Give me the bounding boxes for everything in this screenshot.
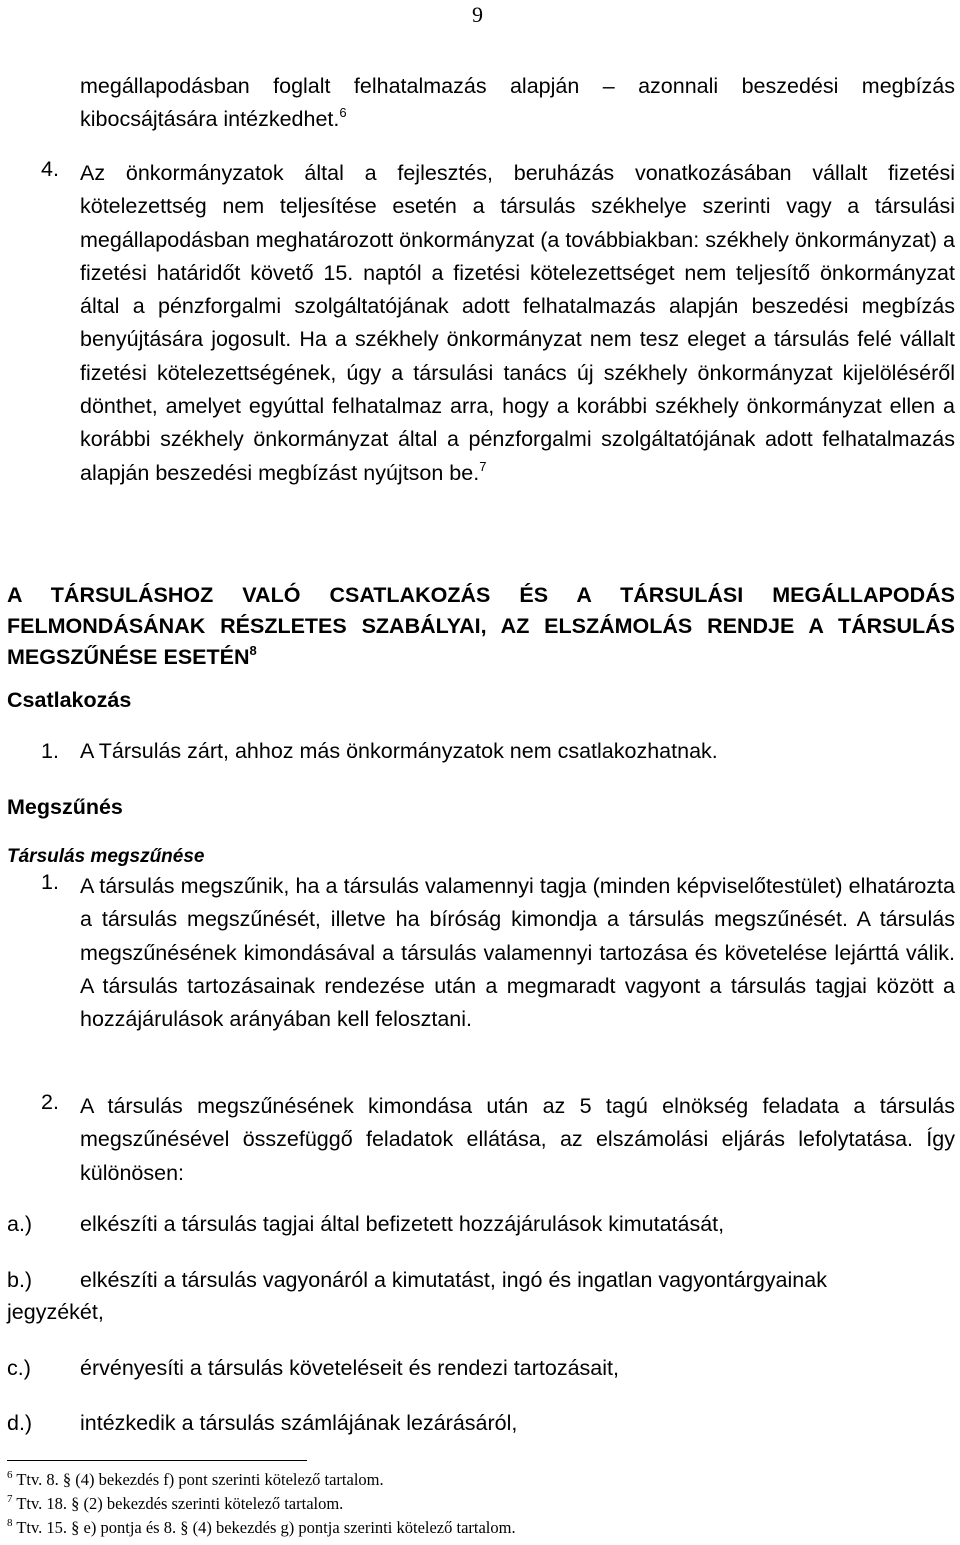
footnote-7-text: Ttv. 18. § (2) bekezdés szerinti kötelező tartalom. [16,1494,344,1513]
footnote-7-number: 7 [7,1493,13,1505]
section-title-csatlakozas: Csatlakozás [7,688,132,712]
footnote-ref-7: 7 [479,458,487,474]
megszunes-item-2-text: A társulás megszűnésének kimondása után az 5 tagú elnökség feladata a társulás megszűnésével összefüggő feladatok ellátása, az elszámolási eljárás lefolytatása. Így különösen: [80,1094,955,1185]
megszunes-item-1-number: 1. [41,870,59,894]
intro-text: megállapodásban foglalt felhatalmazás alapján – azonnali beszedési megbízás kibocsájtására intézkedhet. [80,74,955,132]
footnote-6-text: Ttv. 8. § (4) bekezdés f) pont szerinti kötelező tartalom. [16,1470,384,1489]
csatlakozas-item-1-text: A Társulás zárt, ahhoz más önkormányzatok nem csatlakozhatnak. [80,739,718,763]
list-item-c-text: érvényesíti a társulás követeléseit és rendezi tartozásait, [80,1356,619,1380]
list-item-d-letter: d.) [7,1411,33,1435]
footnote-6-number: 6 [7,1469,13,1481]
footnote-8 [7,1518,516,1538]
main-heading-text: A TÁRSULÁSHOZ VALÓ CSATLAKOZÁS ÉS A TÁRSULÁSI MEGÁLLAPODÁS FELMONDÁSÁNAK RÉSZLETES SZABÁLYAI, AZ ELSZÁMOLÁS RENDJE A TÁRSULÁS MEGSZŰNÉSE ESETÉN [7,583,955,669]
footnote-ref-8: 8 [249,643,257,658]
list-item-d-text: intézkedik a társulás számlájának lezárásáról, [80,1411,518,1435]
footnote-8-number: 8 [7,1517,13,1529]
subsection-title-tarsulas-megszunese: Társulás megszűnése [7,846,205,867]
footnote-6 [7,1470,384,1490]
main-heading [7,580,955,673]
footnote-divider [7,1460,307,1461]
section-title-megszunes: Megszűnés [7,795,123,819]
point-4-text: Az önkormányzatok által a fejlesztés, beruházás vonatkozásában vállalt fizetési kötelezettség nem teljesítése esetén a társulás székhelye szerinti vagy a társulási megállapodásban meghatározott önkormányzat (a továbbiakban: székhely önkormányzat) a fizetési határidőt követő 15. naptól a fizetési kötelezettséget nem teljesítő önkormányzat által a pénzforgalmi szolgáltatójának adott felhatalmazás alapján beszedési megbízás benyújtására jogosult. Ha a székhely önkormányzat nem tesz eleget a társulás felé vállalt fizetési kötelezettségének, úgy a társulási tanács új székhely önkormányzat kijelöléséről dönthet, amelyet egyúttal felhatalmaz arra, hogy a korábbi székhely önkormányzat ellen a korábbi székhely önkormányzat által a pénzforgalmi szolgáltatójának adott felhatalmazás alapján beszedési megbízást nyújtson be. [80,161,955,485]
list-item-c-letter: c.) [7,1356,31,1380]
footnote-ref-6: 6 [339,105,347,121]
list-item-b-text: elkészíti a társulás vagyonáról a kimutatást, ingó és ingatlan vagyontárgyainak [80,1268,827,1292]
page-number: 9 [472,2,483,27]
point-4-paragraph [80,157,955,490]
intro-paragraph [80,70,955,137]
csatlakozas-item-1-number: 1. [41,739,59,763]
footnote-7 [7,1494,343,1514]
list-item-b-letter: b.) [7,1268,33,1292]
list-item-b-continuation: jegyzékét, [7,1300,104,1324]
footnote-8-text: Ttv. 15. § e) pontja és 8. § (4) bekezdés g) pontja szerinti kötelező tartalom. [16,1518,516,1537]
point-4-number: 4. [41,157,59,181]
megszunes-item-2-number: 2. [41,1090,59,1114]
list-item-a-text: elkészíti a társulás tagjai által befizetett hozzájárulások kimutatását, [80,1212,725,1236]
list-item-a-letter: a.) [7,1212,33,1236]
megszunes-item-1-text: A társulás megszűnik, ha a társulás valamennyi tagja (minden képviselőtestület) elhatározta a társulás megszűnését, illetve ha bíróság kimondja a társulás megszűnését. A társulás megszűnésének kimondásával a társulás valamennyi tartozása és követelése lejárttá válik. A társulás tartozásainak rendezése után a megmaradt vagyont a társulás tagjai között a hozzájárulások arányában kell felosztani. [80,874,955,1032]
